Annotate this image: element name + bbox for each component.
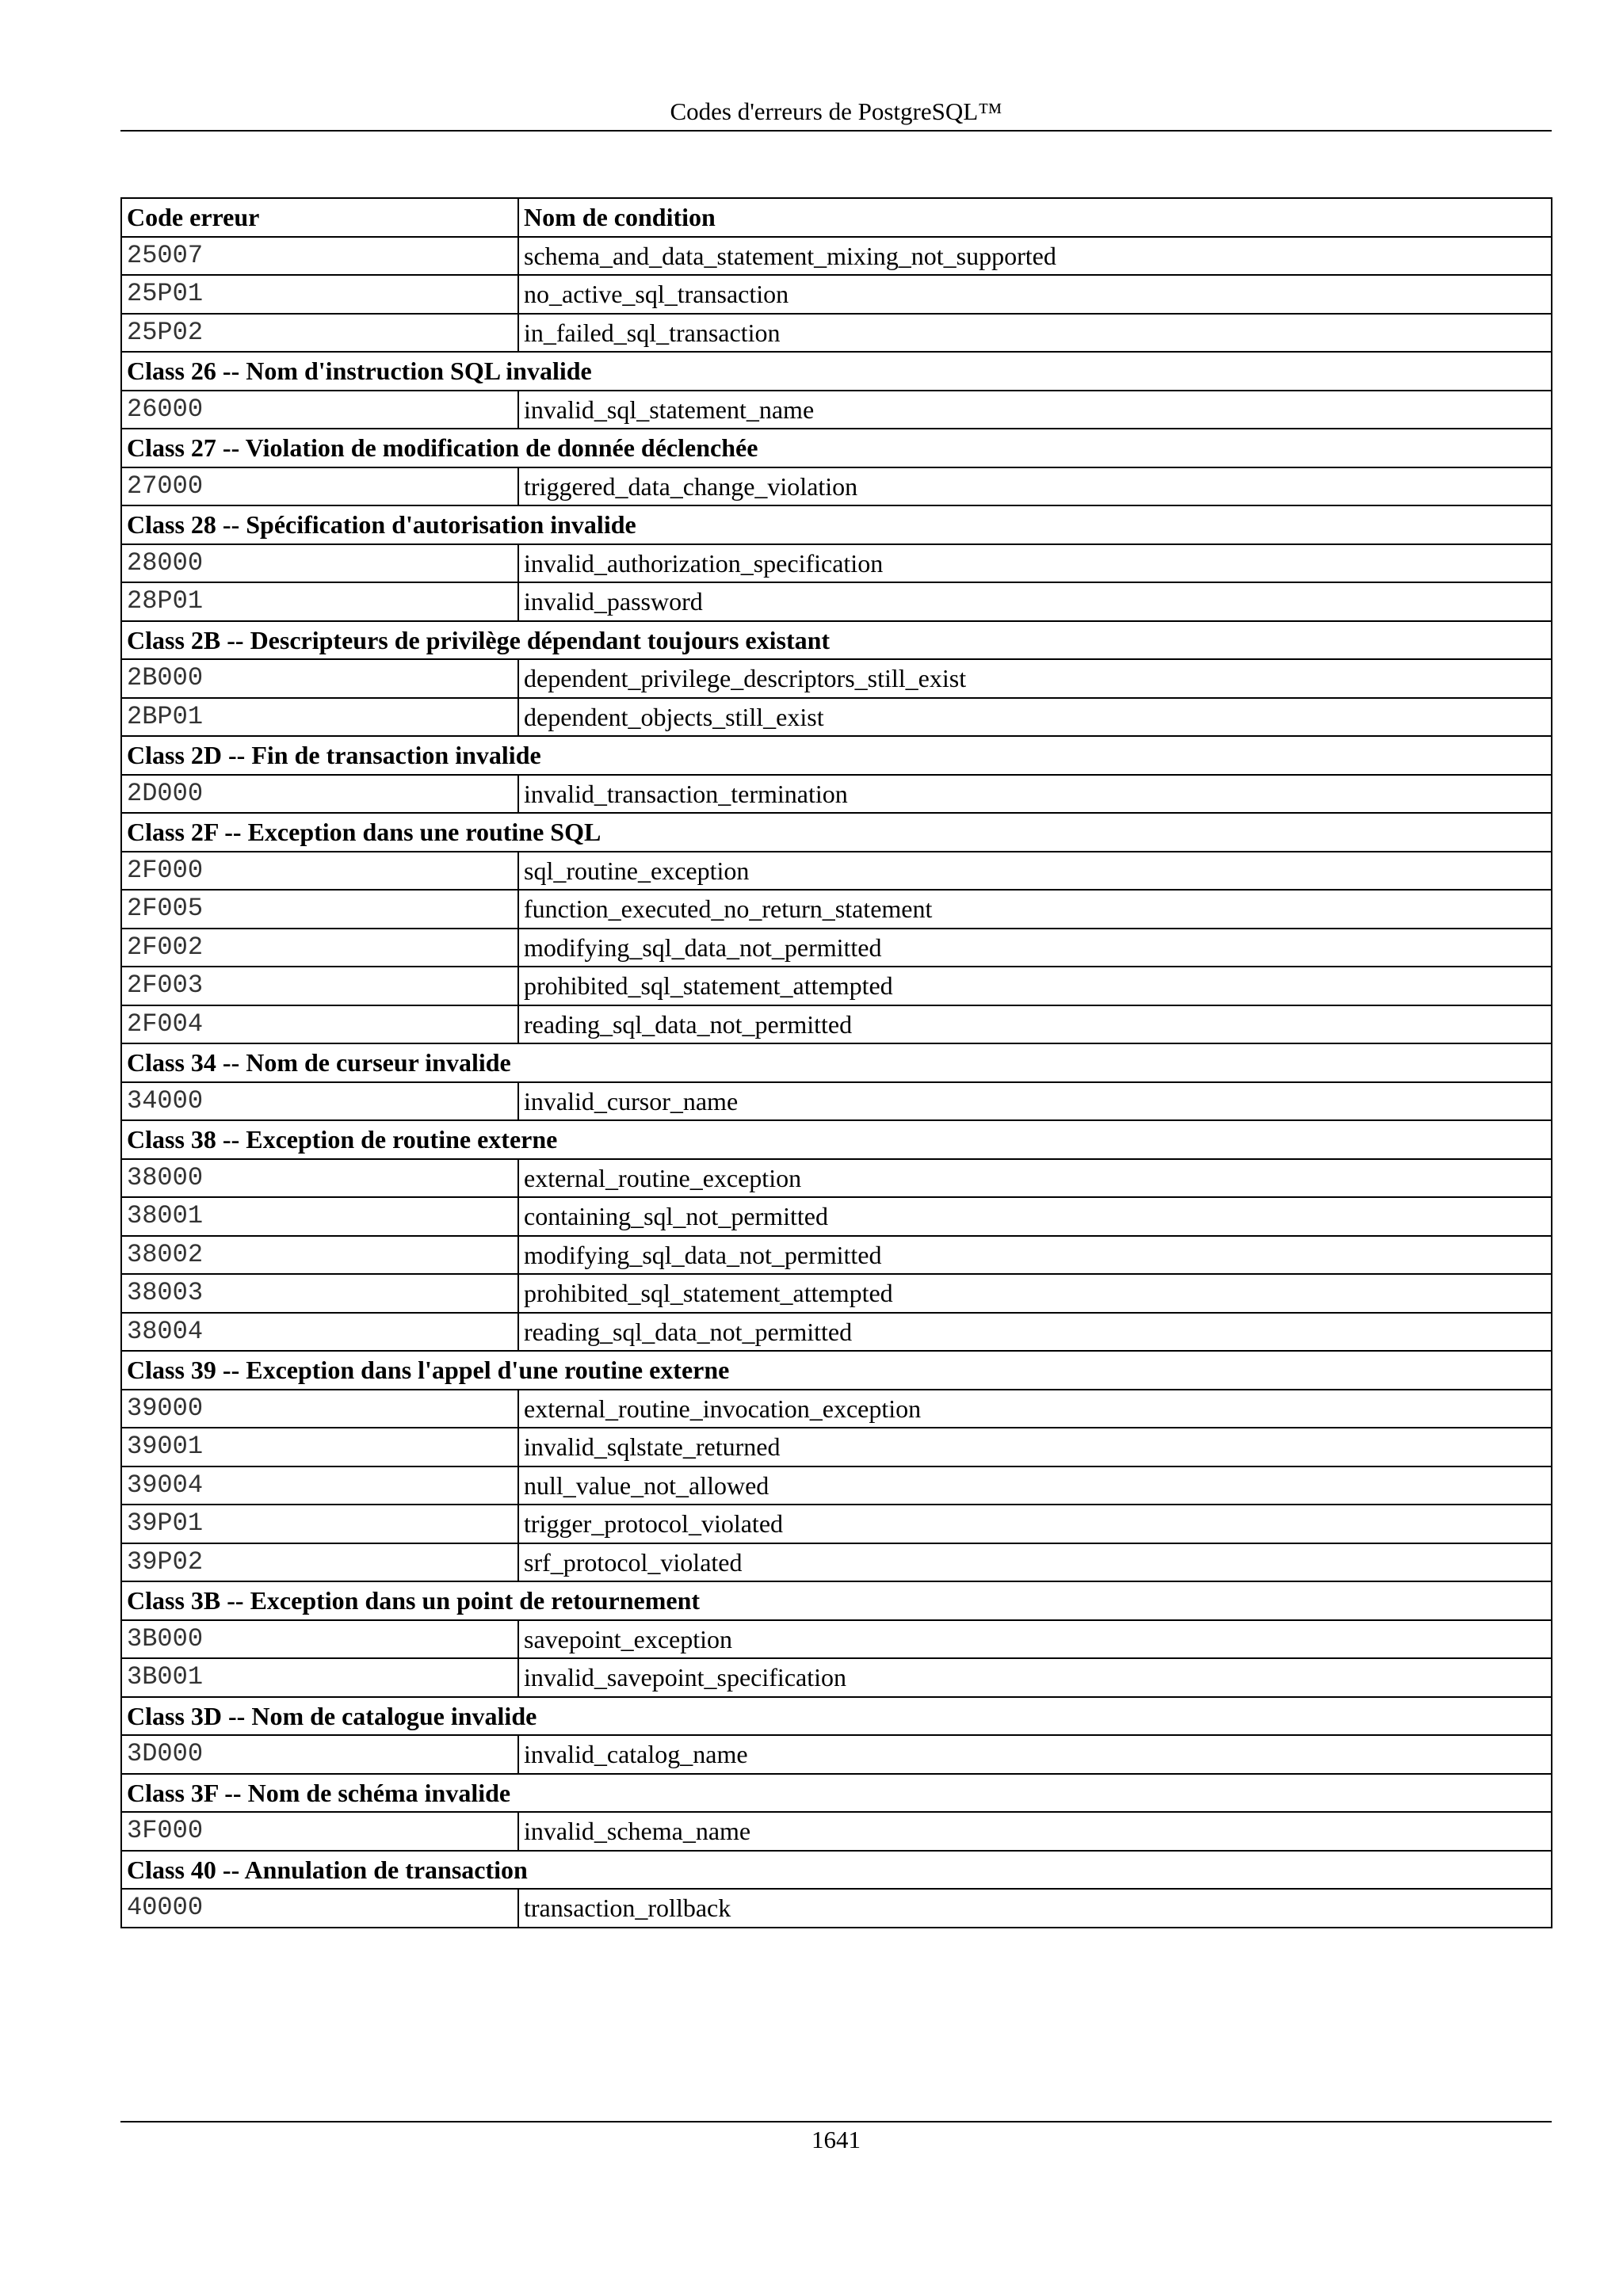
class-heading: Class 28 -- Spécification d'autorisation invalide [121,505,1552,544]
table-row [121,1197,1552,1236]
condition-name-cell: trigger_protocol_violated [518,1505,1552,1543]
table-row [121,1505,1552,1543]
table-row [121,1005,1552,1044]
table-row [121,890,1552,929]
condition-name-cell: invalid_savepoint_specification [518,1658,1552,1697]
error-code-cell: 39P02 [121,1543,518,1582]
page-number: 1641 [812,2126,861,2153]
error-code-cell: 2D000 [121,775,518,814]
table-row [121,1390,1552,1428]
error-code-cell: 38003 [121,1274,518,1313]
class-heading: Class 34 -- Nom de curseur invalide [121,1043,1552,1082]
condition-name-cell: sql_routine_exception [518,852,1552,891]
table-row [121,698,1552,737]
error-code-cell: 26000 [121,391,518,429]
error-code-cell: 34000 [121,1082,518,1121]
condition-name-cell: triggered_data_change_violation [518,467,1552,506]
error-code-cell: 3B001 [121,1658,518,1697]
table-row [121,391,1552,429]
class-row [121,621,1552,660]
table-row [121,852,1552,891]
error-code-cell: 2F005 [121,890,518,929]
condition-name-cell: modifying_sql_data_not_permitted [518,1236,1552,1275]
table-row [121,237,1552,276]
condition-name-cell: transaction_rollback [518,1889,1552,1928]
class-row [121,813,1552,852]
page-header [120,93,1552,132]
table-row [121,1159,1552,1198]
class-row [121,352,1552,391]
error-code-cell: 38002 [121,1236,518,1275]
class-heading: Class 39 -- Exception dans l'appel d'une routine externe [121,1351,1552,1390]
error-code-cell: 2F003 [121,967,518,1005]
table-header-row [121,198,1552,237]
condition-name-cell: in_failed_sql_transaction [518,314,1552,353]
error-code-cell: 40000 [121,1889,518,1928]
table-row [121,544,1552,583]
table-row [121,1313,1552,1352]
condition-name-cell: prohibited_sql_statement_attempted [518,1274,1552,1313]
class-row [121,429,1552,467]
table-row [121,1236,1552,1275]
class-heading: Class 26 -- Nom d'instruction SQL invalide [121,352,1552,391]
condition-name-cell: srf_protocol_violated [518,1543,1552,1582]
error-code-cell: 27000 [121,467,518,506]
condition-name-cell: reading_sql_data_not_permitted [518,1005,1552,1044]
table-row [121,1889,1552,1928]
column-header-code: Code erreur [121,198,518,237]
class-row [121,1043,1552,1082]
condition-name-cell: invalid_cursor_name [518,1082,1552,1121]
error-code-cell: 39P01 [121,1505,518,1543]
table-row [121,467,1552,506]
class-row [121,1774,1552,1813]
table-row [121,1735,1552,1774]
table-row [121,1620,1552,1659]
class-row [121,1351,1552,1390]
error-code-cell: 25P01 [121,275,518,314]
class-row [121,1120,1552,1159]
error-code-cell: 3B000 [121,1620,518,1659]
class-heading: Class 3D -- Nom de catalogue invalide [121,1697,1552,1736]
table-row [121,1812,1552,1851]
condition-name-cell: null_value_not_allowed [518,1466,1552,1505]
error-code-cell: 3D000 [121,1735,518,1774]
condition-name-cell: containing_sql_not_permitted [518,1197,1552,1236]
condition-name-cell: external_routine_invocation_exception [518,1390,1552,1428]
table-row [121,967,1552,1005]
error-code-cell: 39001 [121,1428,518,1466]
page-title: Codes d'erreurs de PostgreSQL™ [670,97,1002,125]
error-code-cell: 39000 [121,1390,518,1428]
error-code-cell: 28000 [121,544,518,583]
error-code-cell: 25P02 [121,314,518,353]
class-row [121,1697,1552,1736]
table-row [121,582,1552,621]
condition-name-cell: external_routine_exception [518,1159,1552,1198]
class-heading: Class 3B -- Exception dans un point de retournement [121,1581,1552,1620]
table-row [121,1658,1552,1697]
error-codes-table [120,197,1552,1928]
class-row [121,505,1552,544]
error-code-cell: 38004 [121,1313,518,1352]
table-row [121,314,1552,353]
error-code-cell: 2F000 [121,852,518,891]
error-code-cell: 2F002 [121,929,518,967]
condition-name-cell: function_executed_no_return_statement [518,890,1552,929]
condition-name-cell: invalid_catalog_name [518,1735,1552,1774]
column-header-condition: Nom de condition [518,198,1552,237]
table-row [121,275,1552,314]
condition-name-cell: dependent_privilege_descriptors_still_exist [518,659,1552,698]
table-row [121,775,1552,814]
condition-name-cell: reading_sql_data_not_permitted [518,1313,1552,1352]
error-code-cell: 38000 [121,1159,518,1198]
error-code-cell: 2BP01 [121,698,518,737]
condition-name-cell: schema_and_data_statement_mixing_not_supported [518,237,1552,276]
class-heading: Class 3F -- Nom de schéma invalide [121,1774,1552,1813]
table-row [121,1274,1552,1313]
condition-name-cell: no_active_sql_transaction [518,275,1552,314]
condition-name-cell: invalid_sql_statement_name [518,391,1552,429]
table-row [121,929,1552,967]
class-heading: Class 2D -- Fin de transaction invalide [121,736,1552,775]
error-code-cell: 25007 [121,237,518,276]
error-code-cell: 38001 [121,1197,518,1236]
condition-name-cell: invalid_password [518,582,1552,621]
condition-name-cell: invalid_transaction_termination [518,775,1552,814]
class-row [121,736,1552,775]
condition-name-cell: savepoint_exception [518,1620,1552,1659]
condition-name-cell: invalid_authorization_specification [518,544,1552,583]
table-row [121,1543,1552,1582]
class-heading: Class 38 -- Exception de routine externe [121,1120,1552,1159]
table-body [121,237,1552,1928]
table-row [121,659,1552,698]
error-code-cell: 2B000 [121,659,518,698]
error-code-cell: 2F004 [121,1005,518,1044]
condition-name-cell: prohibited_sql_statement_attempted [518,967,1552,1005]
table-row [121,1082,1552,1121]
condition-name-cell: invalid_sqlstate_returned [518,1428,1552,1466]
error-code-cell: 28P01 [121,582,518,621]
condition-name-cell: invalid_schema_name [518,1812,1552,1851]
class-heading: Class 40 -- Annulation de transaction [121,1851,1552,1890]
class-heading: Class 27 -- Violation de modification de donnée déclenchée [121,429,1552,467]
page-footer [120,2121,1552,2157]
error-code-cell: 3F000 [121,1812,518,1851]
class-row [121,1581,1552,1620]
class-heading: Class 2F -- Exception dans une routine SQL [121,813,1552,852]
condition-name-cell: modifying_sql_data_not_permitted [518,929,1552,967]
error-code-cell: 39004 [121,1466,518,1505]
condition-name-cell: dependent_objects_still_exist [518,698,1552,737]
class-heading: Class 2B -- Descripteurs de privilège dépendant toujours existant [121,621,1552,660]
class-row [121,1851,1552,1890]
table-row [121,1466,1552,1505]
table-row [121,1428,1552,1466]
